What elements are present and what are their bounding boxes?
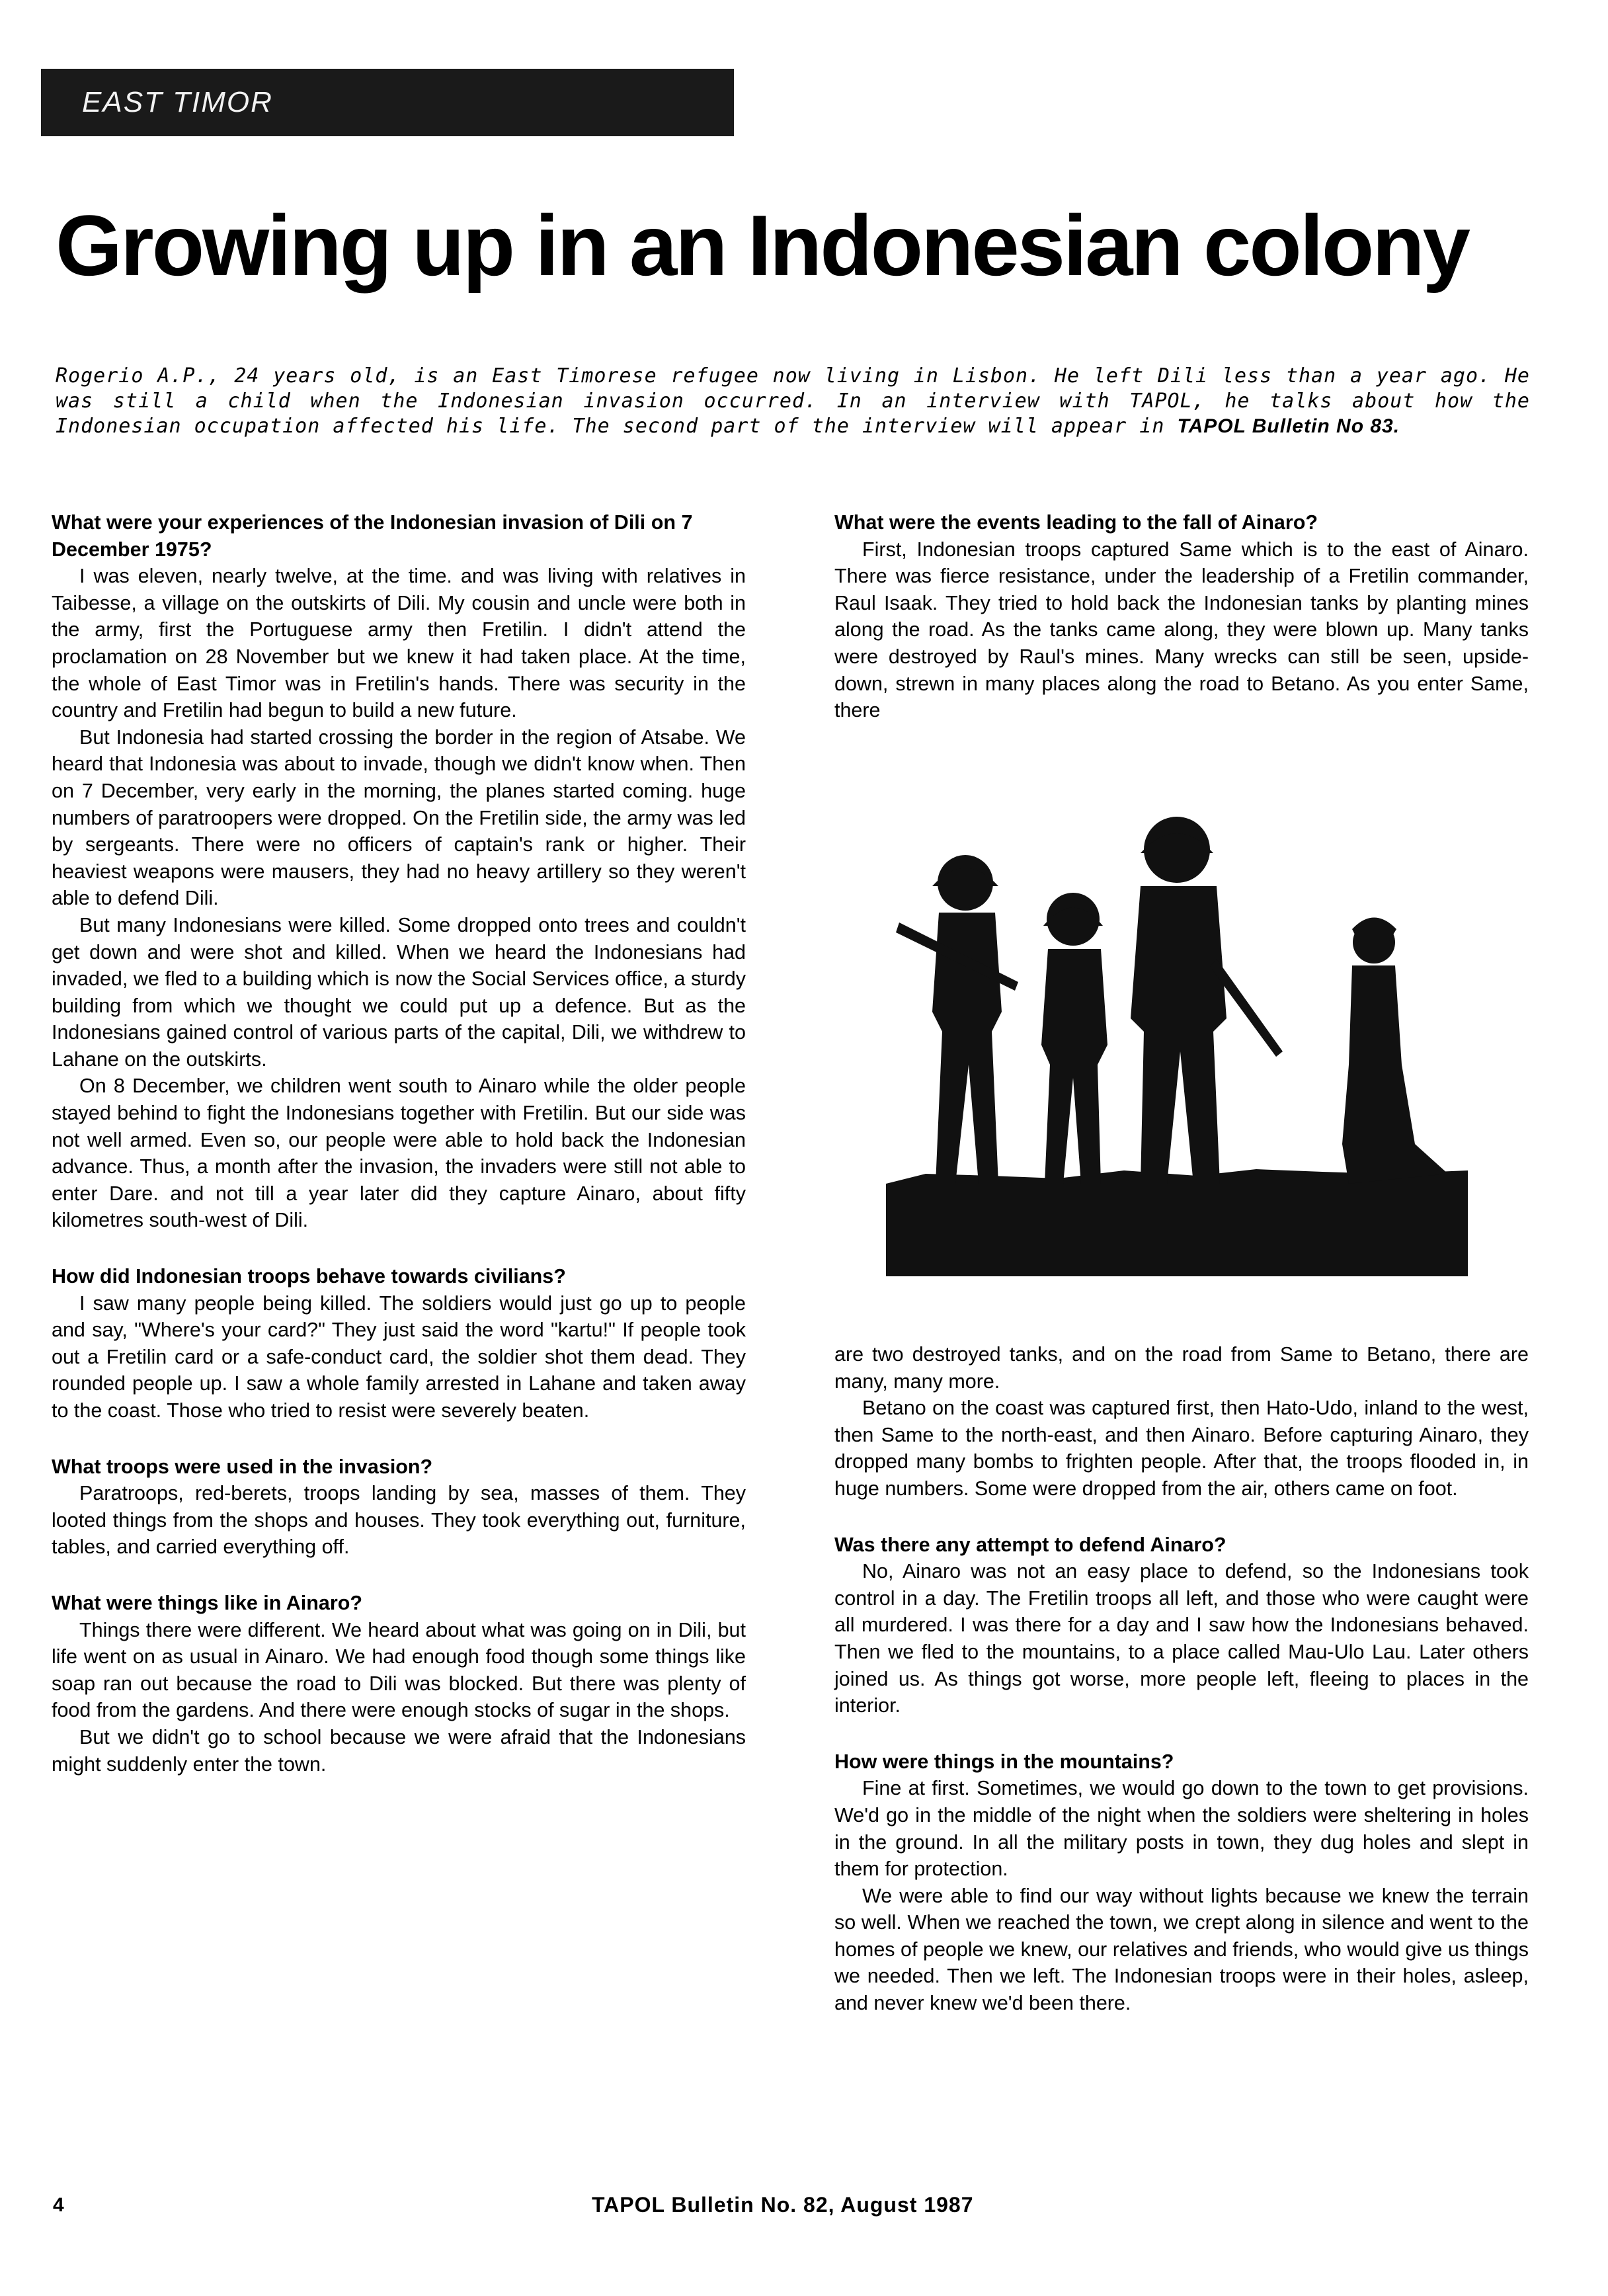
answer-paragraph: No, Ainaro was not an easy place to defend, so the Indonesians took control in a day. The Fretilin troops all left, and those who were caught were all murdered. I was there for a day and I saw how the Indonesians behaved. Then we fled to the mountains, to a place called Mau-Ulo Lau. Later others joined us. As things got worse, more people left, fleeing to places in the interior.: [834, 1560, 1529, 1717]
question-heading: How were things in the mountains?: [834, 1750, 1174, 1773]
answer-paragraph: I saw many people being killed. The soldiers would just go up to people and say, "Where's your card?" They just said the word "kartu!" If people took out a Fretilin card or a safe-conduct card, the soldier shot them dead. They rounded people up. I saw a whole family arrested in Lahane and taken away to the coast. Those who tried to resist were severely beaten.: [52, 1292, 746, 1422]
question-heading: Was there any attempt to defend Ainaro?: [834, 1533, 1226, 1556]
answer-paragraph: We were able to find our way without lights because we knew the terrain so well. When we reached the town, we crept along in silence and went to the homes of people we knew, our relatives and friends, who would give us things we needed. Then we left. The Indonesian troops were in their holes, asleep, and never knew we'd been there.: [834, 1884, 1529, 2015]
answer-paragraph: are two destroyed tanks, and on the road from Same to Betano, there are many, many more.: [834, 1343, 1529, 1393]
left-column: [52, 509, 746, 1778]
answer-paragraph: I was eleven, nearly twelve, at the time. and was living with relatives in Taibesse, a village on the outskirts of Dili. My cousin and uncle were both in the army, first the Portuguese army then Fretilin. I didn't attend the proclamation on 28 November but we knew it had taken place. At the time, the whole of East Timor was in Fretilin's hands. There was security in the country and Fretilin had begun to build a new future.: [52, 565, 746, 722]
question-heading: What were the events leading to the fall of Ainaro?: [834, 511, 1318, 534]
question-heading: What troops were used in the invasion?: [52, 1455, 433, 1478]
soldiers-silhouette-photo: [886, 813, 1468, 1276]
intro-text: Rogerio A.P., 24 years old, is an East Timorese refugee now living in Lisbon. He left Dili less than a year ago. He was still a child when the Indonesian invasion occurred. In an interview with TAPOL, he talks about how the Indonesian occupation affected his life. The second part of the interview will appear in: [56, 364, 1530, 438]
page-number: 4: [53, 2194, 64, 2216]
question-heading: How did Indonesian troops behave towards civilians?: [52, 1265, 566, 1288]
intro-bold-tail: TAPOL Bulletin No 83.: [1177, 415, 1400, 437]
answer-paragraph: Fine at first. Sometimes, we would go down to the town to get provisions. We'd go in the middle of the night when the soldiers were sheltering in holes in the ground. In all the military posts in town, they dug holes and slept in them for protection.: [834, 1777, 1529, 1881]
question-heading: What were things like in Ainaro?: [52, 1591, 362, 1614]
question-heading: What were your experiences of the Indonesian invasion of Dili on 7 December 1975?: [52, 511, 693, 561]
section-label-bar: [41, 69, 734, 136]
right-column-bottom: [834, 1341, 1529, 2017]
answer-paragraph: Things there were different. We heard about what was going on in Dili, but life went on as usual in Ainaro. We had enough food though some things like soap ran out because the road to Dili was blocked. But there was plenty of food from the gardens. And there were enough stocks of sugar in the shops.: [52, 1618, 746, 1722]
answer-paragraph: On 8 December, we children went south to Ainaro while the older people stayed behind to fight the Indonesians together with Fretilin. But our side was not well armed. Even so, our people were able to hold back the Indonesian advance. Thus, a month after the invasion, the invaders were still not able to enter Dare. and not till a year later did they capture Ainaro, about fifty kilometres south-west of Dili.: [52, 1075, 746, 1232]
answer-paragraph: Paratroops, red-berets, troops landing by sea, masses of them. They looted things from the shops and houses. They took everything out, furniture, tables, and carried everything off.: [52, 1482, 746, 1559]
answer-paragraph: First, Indonesian troops captured Same which is to the east of Ainaro. There was fierce resistance, under the leadership of a Fretilin commander, Raul Isaak. They tried to hold back the Indonesian tanks by planting mines along the road. As the tanks came along, they were blown up. Many tanks were destroyed by Raul's mines. Many wrecks can still be seen, upside-down, strewn in many places along the road to Betano. As you enter Same, there: [834, 538, 1529, 722]
answer-paragraph: But many Indonesians were killed. Some dropped onto trees and couldn't get down and were shot and killed. When we heard the Indonesians had invaded, we fled to a building which is now the Social Services office, a sturdy building from which we thought we could put up a defence. But as the Indonesians gained control of various parts of the capital, Dili, we withdrew to Lahane on the outskirts.: [52, 913, 746, 1071]
intro-paragraph: [56, 364, 1530, 439]
right-column-top: [834, 509, 1529, 724]
section-label: EAST TIMOR: [82, 86, 273, 118]
answer-paragraph: But Indonesia had started crossing the border in the region of Atsabe. We heard that Indonesia was about to invade, though we didn't know when. Then on 7 December, very early in the morning, the planes started coming. huge numbers of paratroopers were dropped. On the Fretilin side, the army was led by sergeants. There were no officers of captain's rank or higher. Their heaviest weapons were mausers, they had no heavy artillery so they weren't able to defend Dili.: [52, 725, 746, 910]
answer-paragraph: But we didn't go to school because we were afraid that the Indonesians might suddenly enter the town.: [52, 1725, 746, 1776]
headline: Growing up in an Indonesian colony: [56, 197, 1468, 294]
answer-paragraph: Betano on the coast was captured first, then Hato-Udo, inland to the west, then Same to the north-east, and then Ainaro. Before capturing Ainaro, they dropped many bombs to frighten people. After that, the troops flooded in, in huge numbers. Some were dropped from the air, others came on foot.: [834, 1397, 1529, 1500]
publication-footer: TAPOL Bulletin No. 82, August 1987: [592, 2193, 974, 2217]
